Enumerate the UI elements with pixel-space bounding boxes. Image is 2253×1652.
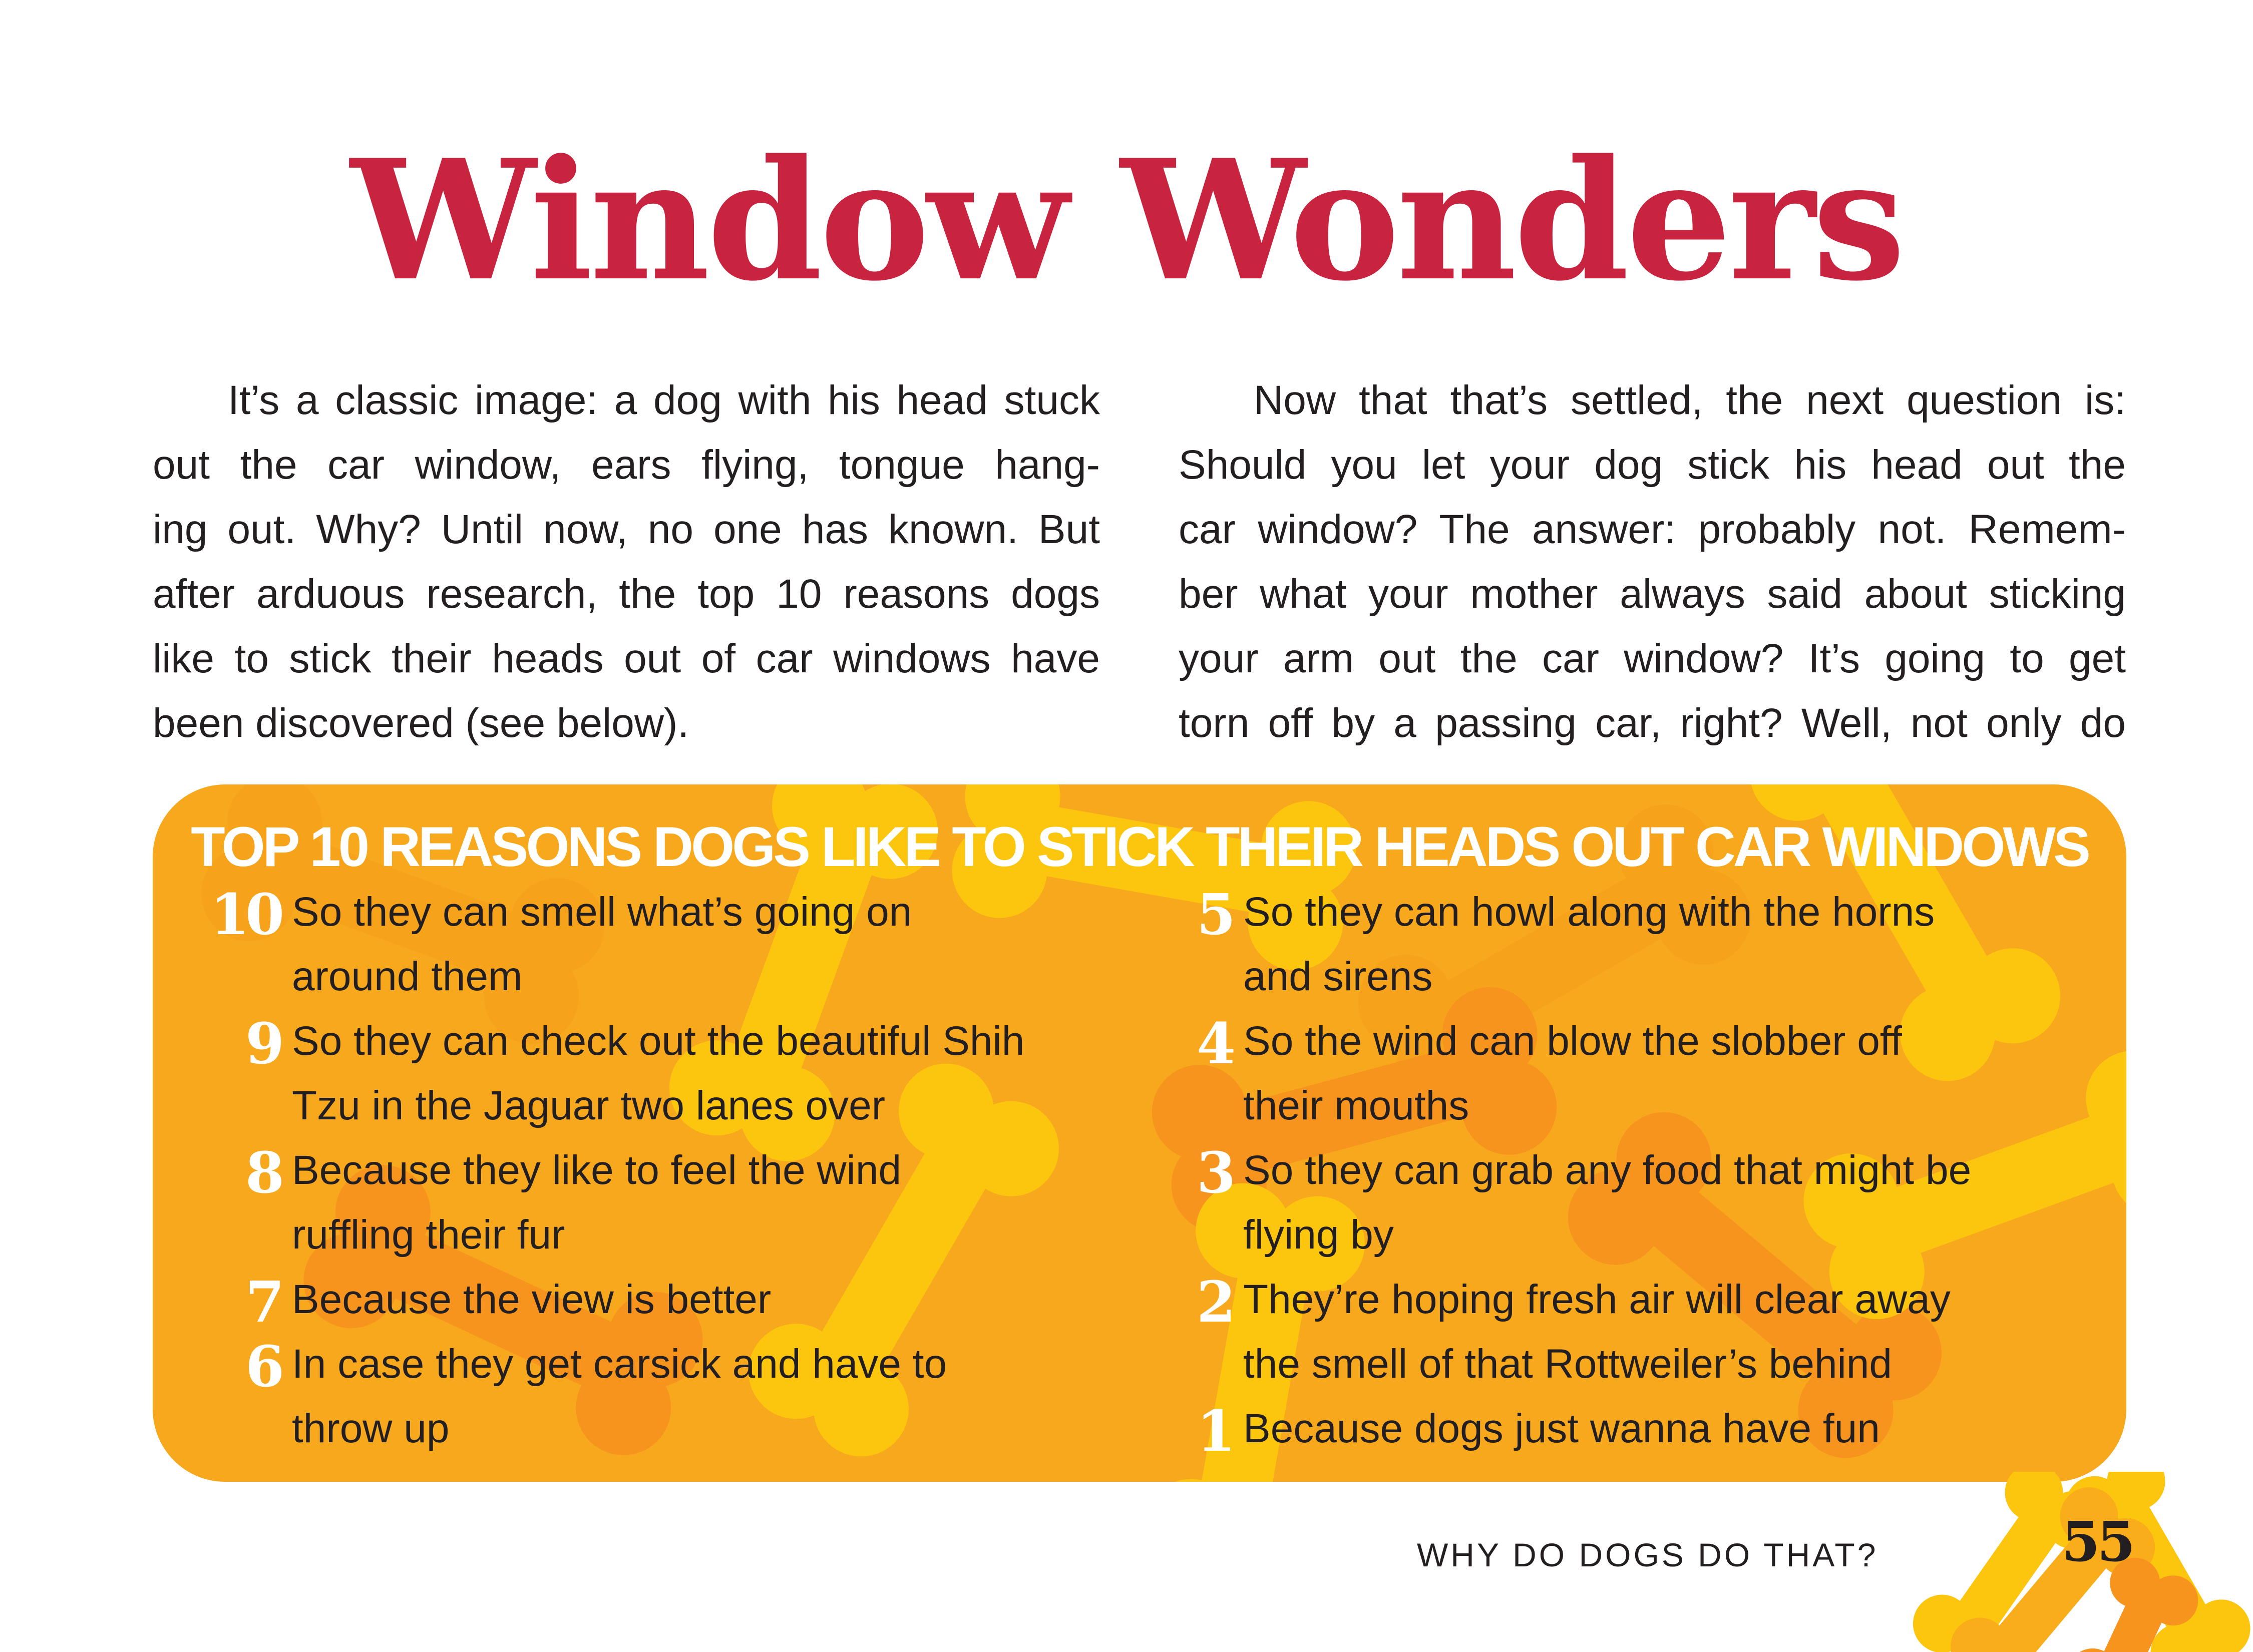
- reason-text: the smell of that Rottweiler’s behind: [1243, 1341, 1892, 1387]
- text-line: out the car window, ears flying, tongue hang-: [153, 442, 1100, 488]
- reason-text: Because they like to feel the wind: [292, 1147, 902, 1193]
- reason-item: [1104, 1396, 1971, 1464]
- reason-text: So the wind can blow the slobber off: [1243, 1018, 1902, 1064]
- reason-item: [153, 1332, 1024, 1461]
- reason-text: So they can check out the beautiful Shih: [292, 1018, 1025, 1064]
- text-line: torn off by a passing car, right? Well, not only do: [1179, 700, 2126, 746]
- reason-text: around them: [292, 954, 523, 999]
- reason-text: So they can howl along with the horns: [1243, 889, 1935, 935]
- left-column-text: [153, 368, 1100, 755]
- reason-number: 3: [1197, 1140, 1232, 1206]
- reason-item: [1104, 1009, 1971, 1138]
- text-line: your arm out the car window? It’s going to get: [1179, 636, 2126, 681]
- reason-text: So they can smell what’s going on: [292, 889, 912, 935]
- top-ten-box: [153, 784, 2126, 1482]
- reason-item: [153, 1267, 1024, 1335]
- reason-item: [153, 1138, 1024, 1267]
- reason-item: [1104, 1267, 1971, 1396]
- page-title: Window Wonders: [350, 123, 1903, 317]
- reason-text: Because dogs just wanna have fun: [1243, 1406, 1880, 1451]
- reason-number: 8: [245, 1140, 280, 1206]
- page-number: 55: [2062, 1509, 2133, 1574]
- reason-text: They’re hoping fresh air will clear away: [1243, 1277, 1951, 1322]
- text-line: after arduous research, the top 10 reasons dogs: [153, 571, 1100, 617]
- text-line: Now that that’s settled, the next question is:: [1254, 377, 2126, 423]
- reason-number: 5: [1197, 882, 1232, 948]
- reason-number: 6: [245, 1334, 280, 1400]
- reason-item: [1104, 1138, 1971, 1267]
- text-line: ber what your mother always said about sticking: [1179, 571, 2126, 617]
- text-line: Should you let your dog stick his head out the: [1179, 442, 2126, 488]
- reason-text: flying by: [1243, 1212, 1394, 1258]
- reasons-list-left: [153, 880, 1024, 1461]
- reason-text: Tzu in the Jaguar two lanes over: [292, 1083, 886, 1128]
- text-line: ing out. Why? Until now, no one has known. But: [153, 507, 1100, 552]
- running-footer: WHY DO DOGS DO THAT?: [1417, 1536, 1879, 1573]
- reason-number: 1: [1197, 1399, 1232, 1464]
- reason-text: their mouths: [1243, 1083, 1469, 1128]
- reasons-list-right: [1104, 880, 1972, 1464]
- text-line: It’s a classic image: a dog with his head stuck: [228, 377, 1100, 423]
- text-line: like to stick their heads out of car windows have: [153, 636, 1100, 681]
- reason-number: 4: [1197, 1011, 1232, 1077]
- reason-item: [1104, 880, 1971, 1009]
- text-line: been discovered (see below).: [153, 700, 689, 746]
- reason-number: 9: [245, 1011, 280, 1077]
- reason-item: [153, 880, 1024, 1009]
- reason-item: [153, 1009, 1024, 1138]
- reason-text: and sirens: [1243, 954, 1433, 999]
- text-line: car window? The answer: probably not. Remem-: [1179, 507, 2126, 552]
- reason-text: ruffling their fur: [292, 1212, 565, 1258]
- reason-text: throw up: [292, 1406, 450, 1451]
- reason-text: Because the view is better: [292, 1277, 772, 1322]
- reason-text: In case they get carsick and have to: [292, 1341, 947, 1387]
- right-column-text: [1179, 368, 2126, 755]
- reason-text: So they can grab any food that might be: [1243, 1147, 1972, 1193]
- reason-number: 7: [245, 1270, 280, 1335]
- box-heading: TOP 10 REASONS DOGS LIKE TO STICK THEIR HEADS OUT CAR WINDOWS: [191, 815, 2088, 878]
- reason-number: 10: [210, 882, 280, 948]
- reason-number: 2: [1197, 1270, 1232, 1335]
